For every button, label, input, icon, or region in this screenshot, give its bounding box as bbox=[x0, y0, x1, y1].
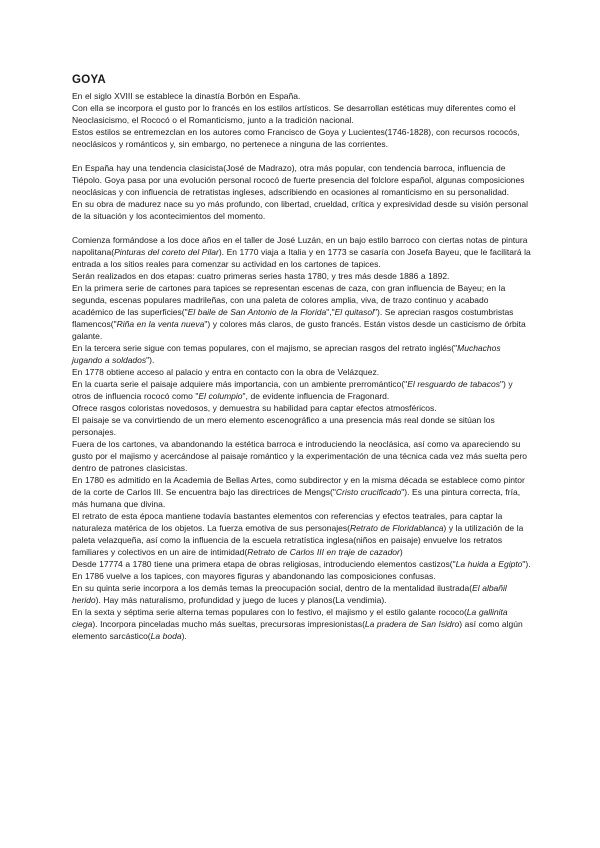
paragraph: En la tercera serie sigue con temas populares, con el majismo, se aprecian rasgos del retrato inglés("Muchachos jugando a soldados"). bbox=[72, 343, 501, 365]
paragraph: Ofrece rasgos coloristas novedosos, y demuestra su habilidad para captar efectos atmosféricos. bbox=[72, 403, 437, 413]
paragraph: En la primera serie de cartones para tapices se representan escenas de caza, con gran influencia de Bayeu; en la segunda, escenas populares madrileñas, con una paleta de colores amplia, viva, de trazo continuo y acabado académico de las superficies("El baile de San Antonio de la Florida","El quitasol"). Se aprecian rasgos costumbristas flamencos("Riña en la venta nueva") y colores más claros, de gusto francés. Están vistos desde un casticismo de órbita galante. bbox=[72, 283, 526, 341]
paragraph: En 1778 obtiene acceso al palacio y entra en contacto con la obra de Velázquez. bbox=[72, 367, 380, 377]
paragraph: En su obra de madurez nace su yo más profundo, con libertad, crueldad, crítica y expresividad desde su visión personal de la situación y los acontecimientos del momento. bbox=[72, 199, 528, 221]
paragraph: En España hay una tendencia clasicista(José de Madrazo), otra más popular, con tendencia barroca, influencia de Tiépolo. Goya pasa por una evolución personal rococó de fuerte presencia del folclore español, algunas composiciones neoclásicas y con influencia de retratistas ingleses, adscribiendo en ocasiones al romanticismo en su personalidad. bbox=[72, 163, 525, 197]
paragraph: En el siglo XVIII se establece la dinastía Borbón en España. bbox=[72, 91, 301, 101]
paragraph: En 1786 vuelve a los tapices, con mayores figuras y abandonando las composiciones confusas. bbox=[72, 571, 436, 581]
paragraph: Serán realizados en dos etapas: cuatro primeras series hasta 1780, y tres más desde 1886 a 1892. bbox=[72, 271, 450, 281]
paragraph: En 1780 es admitido en la Academia de Bellas Artes, como subdirector y en la misma década se establece como pintor de la corte de Carlos III. Se encuentra bajo las directrices de Mengs("Cristo crucificado"). Es una pintura correcta, fría, más humana que divina. bbox=[72, 475, 525, 509]
document-body bbox=[72, 74, 532, 642]
document-title: GOYA bbox=[72, 74, 107, 86]
section-gap bbox=[72, 150, 532, 162]
paragraph: Comienza formándose a los doce años en el taller de José Luzán, en un bajo estilo barroco con ciertas notas de pintura napolitana(Pinturas del coreto del Pilar). En 1770 viaja a Italia y en 1773 se casaría con Josefa Bayeu, que le facilitará la entrada a los sitios reales para comenzar su actividad en los cartones de tapices. bbox=[72, 235, 531, 269]
paragraph: Fuera de los cartones, va abandonando la estética barroca e introduciendo la neoclásica, así como va apareciendo su gusto por el majismo y acercándose al paisaje romántico y la experimentación de una técnica cada vez más suelta pero dentro de patrones clasicistas. bbox=[72, 439, 528, 473]
section-gap bbox=[72, 222, 532, 234]
paragraph: Estos estilos se entremezclan en los autores como Francisco de Goya y Lucientes(1746-1828), con recursos rococós, neoclásicos y románticos y, sin embargo, no pertenece a ninguna de las corrientes. bbox=[72, 127, 520, 149]
paragraph: El retrato de esta época mantiene todavía bastantes elementos con referencias y efectos teatrales, para captar la naturaleza matérica de los objetos. La fuerza emotiva de sus personajes(Retrato de Floridablanca) y la utilización de la paleta velazqueña, así como la influencia de la escuela retratística inglesa(niños en paisaje) envuelve los retratos familiares y colectivos en un aire de intimidad(Retrato de Carlos III en traje de cazador) bbox=[72, 511, 524, 557]
paragraph: Con ella se incorpora el gusto por lo francés en los estilos artísticos. Se desarrollan estéticas muy diferentes como el Neoclasicismo, el Rococó o el Romanticismo, junto a la tradición nacional. bbox=[72, 103, 516, 125]
paragraph: En su quinta serie incorpora a los demás temas la preocupación social, dentro de la mentalidad ilustrada(El albañil herido). Hay más naturalismo, profundidad y juego de luces y planos(La vendimia). bbox=[72, 583, 507, 605]
paragraph: Desde 17774 a 1780 tiene una primera etapa de obras religiosas, introduciendo elementos castizos("La huida a Egipto"). bbox=[72, 559, 531, 569]
paragraph: En la sexta y séptima serie alterna temas populares con lo festivo, el majismo y el estilo galante rococo(La gallinita ciega). Incorpora pinceladas mucho más sueltas, precursoras impresionistas(La pradera de San Isidro) así como algún elemento sarcástico(La boda). bbox=[72, 607, 523, 641]
paragraph: El paisaje se va convirtiendo de un mero elemento escenográfico a una presencia más real donde se sitúan los personajes. bbox=[72, 415, 495, 437]
paragraph: En la cuarta serie el paisaje adquiere más importancia, con un ambiente prerromántico("El resguardo de tabacos") y otros de influencia rococó como "El columpio", de evidente influencia de Fragonard. bbox=[72, 379, 513, 401]
